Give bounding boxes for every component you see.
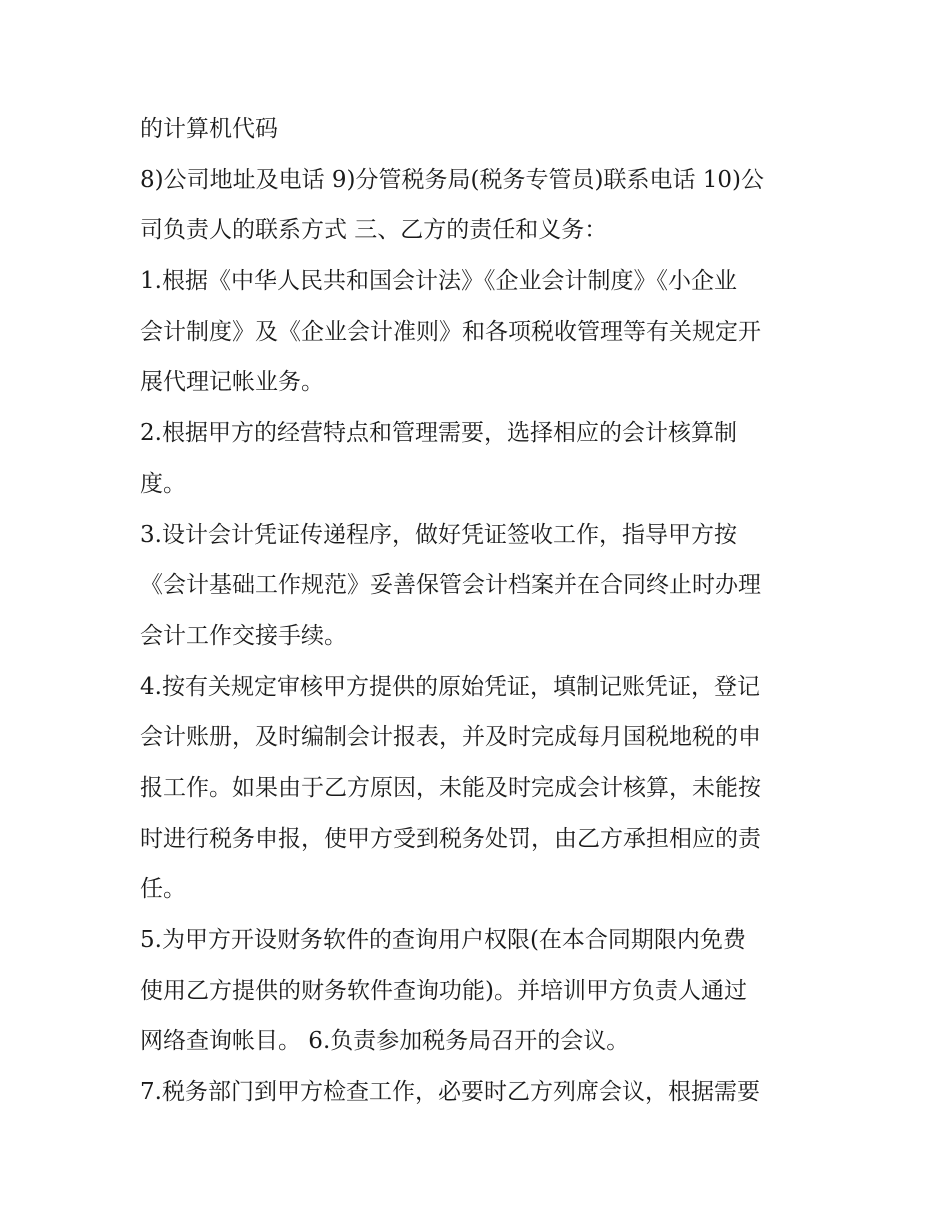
text-line: 任。 (140, 876, 186, 903)
text-line: 会计账册，及时编制会计报表，并及时完成每月国税地税的申 (140, 724, 761, 751)
text-line: 4.按有关规定审核甲方提供的原始凭证，填制记账凭证，登记 (140, 673, 760, 700)
text-line: 2.根据甲方的经营特点和管理需要，选择相应的会计核算制 (140, 420, 737, 447)
text-line: 时进行税务申报，使甲方受到税务处罚，由乙方承担相应的责 (140, 825, 761, 852)
text-line: 5.为甲方开设财务软件的查询用户权限(在本合同期限内免费 (140, 927, 746, 953)
text-line: 的计算机代码 (140, 116, 278, 142)
document-body (140, 104, 820, 1118)
text-line: 度。 (140, 470, 186, 497)
text-line: 《会计基础工作规范》妥善保管会计档案并在合同终止时办理 (140, 572, 761, 599)
text-line: 网络查询帐目。 6.负责参加税务局召开的会议。 (140, 1028, 630, 1055)
text-line: 会计制度》及《企业会计准则》和各项税收管理等有关规定开 (140, 318, 761, 345)
text-line: 8)公司地址及电话 9)分管税务局(税务专管员)联系电话 10)公 (140, 166, 765, 193)
text-line: 使用乙方提供的财务软件查询功能)。并培训甲方负责人通过 (140, 977, 747, 1004)
text-line: 展代理记帐业务。 (140, 369, 324, 396)
text-line: 7.税务部门到甲方检查工作，必要时乙方列席会议，根据需要 (140, 1079, 760, 1106)
text-line: 3.设计会计凭证传递程序，做好凭证签收工作，指导甲方按 (140, 521, 737, 548)
text-line: 1.根据《中华人民共和国会计法》《企业会计制度》《小企业 (140, 268, 737, 295)
text-line: 报工作。如果由于乙方原因，未能及时完成会计核算，未能按 (140, 774, 761, 801)
text-line: 会计工作交接手续。 (140, 622, 347, 649)
text-line: 司负责人的联系方式 三、乙方的责任和义务： (140, 217, 608, 244)
